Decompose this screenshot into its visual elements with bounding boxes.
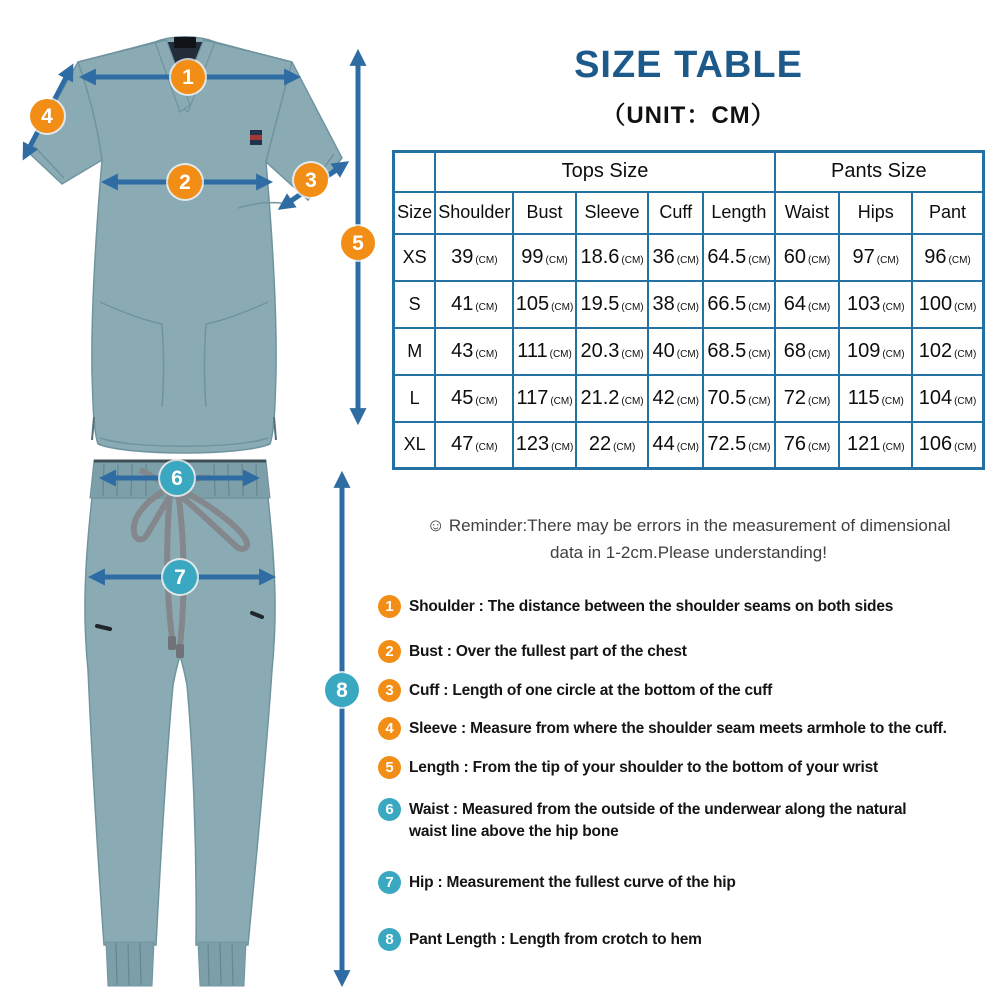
size-table: [392, 150, 985, 470]
value-cell: 121 (CM): [839, 422, 912, 469]
note-badge-5: 5: [378, 756, 401, 779]
value-cell: 100 (CM): [912, 281, 983, 328]
size-cell: XL: [394, 422, 436, 469]
note-badge-8: 8: [378, 928, 401, 951]
page-title: SIZE TABLE: [574, 44, 803, 86]
value-cell: 102 (CM): [912, 328, 983, 375]
value-cell: 70.5 (CM): [703, 375, 774, 422]
table-row: [394, 328, 984, 375]
size-cell: S: [394, 281, 436, 328]
value-cell: 103 (CM): [839, 281, 912, 328]
diagram-marker-8: 8: [325, 673, 359, 707]
column-header-pant: Pant: [912, 192, 983, 234]
value-cell: 97 (CM): [839, 234, 912, 281]
value-cell: 64 (CM): [775, 281, 840, 328]
note-badge-3: 3: [378, 679, 401, 702]
note-badge-7: 7: [378, 871, 401, 894]
value-cell: 104 (CM): [912, 375, 983, 422]
value-cell: 123 (CM): [513, 422, 576, 469]
value-cell: 68.5 (CM): [703, 328, 774, 375]
note-item-6: [378, 799, 990, 842]
value-cell: 44 (CM): [648, 422, 703, 469]
value-cell: 47 (CM): [435, 422, 513, 469]
column-header-bust: Bust: [513, 192, 576, 234]
value-cell: 43 (CM): [435, 328, 513, 375]
note-text: Shoulder : The distance between the shoulder seams on both sides: [409, 598, 894, 615]
table-group-header: Tops Size: [435, 152, 774, 192]
table-row: [394, 422, 984, 469]
column-header-length: Length: [703, 192, 774, 234]
note-badge-2: 2: [378, 640, 401, 663]
note-text: Cuff : Length of one circle at the bottom of the cuff: [409, 682, 773, 699]
value-cell: 60 (CM): [775, 234, 840, 281]
value-cell: 109 (CM): [839, 328, 912, 375]
value-cell: 22 (CM): [576, 422, 649, 469]
scrub-pants-illustration: [70, 440, 330, 1000]
note-text: Hip : Measurement the fullest curve of the hip: [409, 874, 736, 891]
value-cell: 41 (CM): [435, 281, 513, 328]
reminder-note: [392, 512, 985, 566]
value-cell: 76 (CM): [775, 422, 840, 469]
note-item-2: [378, 641, 990, 663]
diagram-marker-4: 4: [30, 99, 64, 133]
note-text: Pant Length : Length from crotch to hem: [409, 931, 702, 948]
value-cell: 115 (CM): [839, 375, 912, 422]
column-header-sleeve: Sleeve: [576, 192, 649, 234]
note-text: Bust : Over the fullest part of the chest: [409, 643, 687, 660]
value-cell: 96 (CM): [912, 234, 983, 281]
column-header-cuff: Cuff: [648, 192, 703, 234]
value-cell: 38 (CM): [648, 281, 703, 328]
value-cell: 106 (CM): [912, 422, 983, 469]
column-header-shoulder: Shoulder: [435, 192, 513, 234]
note-item-1: [378, 596, 990, 618]
note-badge-1: 1: [378, 595, 401, 618]
value-cell: 99 (CM): [513, 234, 576, 281]
column-header-hips: Hips: [839, 192, 912, 234]
value-cell: 105 (CM): [513, 281, 576, 328]
note-item-5: [378, 757, 990, 779]
reminder-line-2: data in 1-2cm.Please understanding!: [550, 542, 827, 562]
note-item-8: [378, 929, 990, 951]
value-cell: 72 (CM): [775, 375, 840, 422]
note-text: Sleeve : Measure from where the shoulder seam meets armhole to the cuff.: [409, 720, 947, 737]
column-header-waist: Waist: [775, 192, 840, 234]
size-cell: L: [394, 375, 436, 422]
note-badge-4: 4: [378, 717, 401, 740]
table-group-header: Pants Size: [775, 152, 984, 192]
value-cell: 42 (CM): [648, 375, 703, 422]
diagram-marker-5: 5: [341, 226, 375, 260]
note-item-3: [378, 680, 990, 702]
table-row: [394, 375, 984, 422]
value-cell: 45 (CM): [435, 375, 513, 422]
note-item-4: [378, 718, 990, 740]
diagram-marker-6: 6: [160, 461, 194, 495]
size-cell: M: [394, 328, 436, 375]
note-badge-6: 6: [378, 798, 401, 821]
value-cell: 117 (CM): [513, 375, 576, 422]
value-cell: 21.2 (CM): [576, 375, 649, 422]
value-cell: 18.6 (CM): [576, 234, 649, 281]
value-cell: 68 (CM): [775, 328, 840, 375]
smiley-icon: ☺: [426, 515, 445, 535]
table-row: [394, 281, 984, 328]
table-row: [394, 234, 984, 281]
value-cell: 19.5 (CM): [576, 281, 649, 328]
unit-label: （UNIT：CM）: [601, 102, 776, 129]
note-text: Waist : Measured from the outside of the underwear along the natural waist line above the hip bone: [409, 801, 907, 840]
value-cell: 66.5 (CM): [703, 281, 774, 328]
diagram-marker-3: 3: [294, 163, 328, 197]
value-cell: 39 (CM): [435, 234, 513, 281]
size-cell: XS: [394, 234, 436, 281]
note-text: Length : From the tip of your shoulder to the bottom of your wrist: [409, 759, 878, 776]
note-item-7: [378, 872, 990, 894]
value-cell: 64.5 (CM): [703, 234, 774, 281]
chest-logo-patch: [250, 130, 262, 145]
diagram-marker-1: 1: [171, 60, 205, 94]
table-group-header: [394, 152, 436, 192]
value-cell: 111 (CM): [513, 328, 576, 375]
value-cell: 40 (CM): [648, 328, 703, 375]
value-cell: 36 (CM): [648, 234, 703, 281]
diagram-marker-2: 2: [168, 165, 202, 199]
reminder-line-1: ☺ Reminder:There may be errors in the measurement of dimensional: [426, 515, 951, 535]
diagram-marker-7: 7: [163, 560, 197, 594]
value-cell: 20.3 (CM): [576, 328, 649, 375]
value-cell: 72.5 (CM): [703, 422, 774, 469]
column-header-size: Size: [394, 192, 436, 234]
